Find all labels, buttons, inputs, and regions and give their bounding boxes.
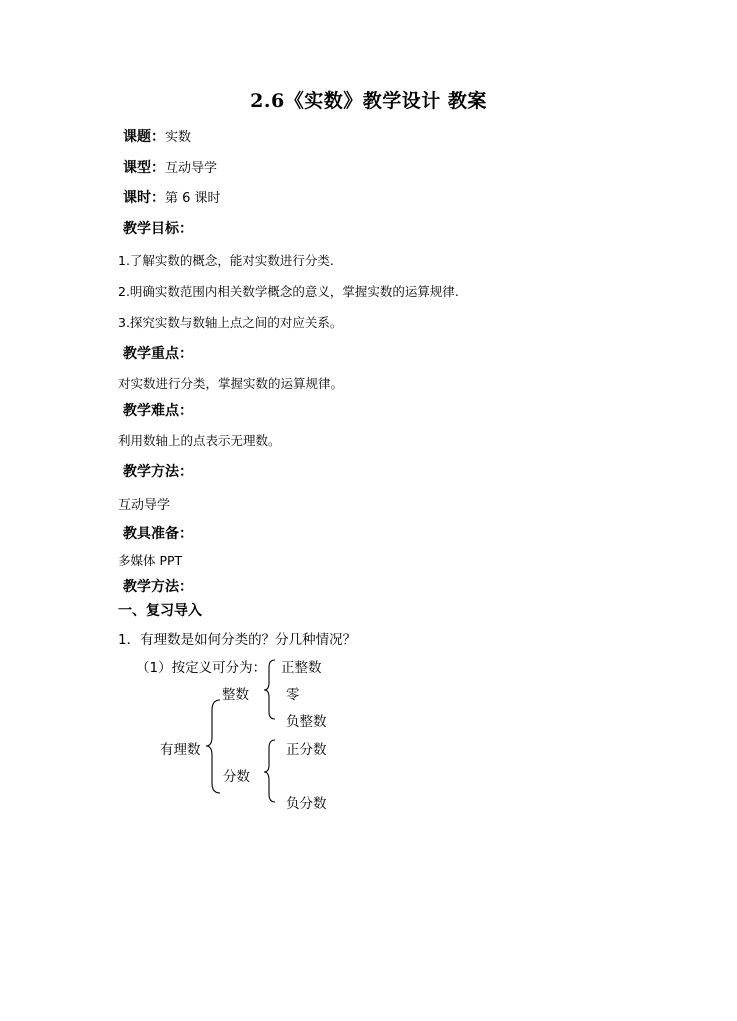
- field-type-label: 课型: [123, 160, 151, 176]
- review-question: 1．有理数是如何分类的？分几种情况？: [118, 632, 357, 648]
- tools-heading: 教具准备：: [123, 526, 193, 542]
- field-type-value: 互动导学: [165, 161, 218, 176]
- field-period-value: 第 6 课时: [165, 191, 221, 206]
- tools-text: 多媒体 PPT: [118, 553, 183, 568]
- field-type: [123, 157, 217, 177]
- field-topic: [123, 126, 191, 146]
- difficulties-text: 利用数轴上的点表示无理数。: [118, 433, 281, 448]
- rational-number-label: 有理数: [160, 742, 201, 758]
- objective-item: 3.探究实数与数轴上点之间的对应关系。: [118, 315, 343, 330]
- positive-integer: 正整数: [281, 660, 322, 676]
- fraction-label: 分数: [223, 769, 250, 785]
- key-points-heading: 教学重点：: [123, 346, 193, 362]
- difficulties-heading: 教学难点：: [123, 403, 193, 419]
- objective-item: 1.了解实数的概念，能对实数进行分类.: [118, 253, 334, 268]
- methods-text: 互动导学: [118, 498, 171, 513]
- brace-fraction: [264, 740, 275, 802]
- review-section-heading: 一、复习导入: [118, 603, 202, 619]
- integer-label: 整数: [222, 687, 249, 703]
- objective-item: 2.明确实数范围内相关数学概念的意义，掌握实数的运算规律.: [118, 284, 459, 299]
- key-points-text: 对实数进行分类，掌握实数的运算规律。: [118, 376, 344, 391]
- field-period: [123, 187, 221, 207]
- negative-fraction: 负分数: [286, 796, 327, 812]
- field-type-sep: ：: [151, 160, 165, 176]
- positive-fraction: 正分数: [286, 742, 327, 758]
- methods2-heading: 教学方法：: [123, 579, 193, 595]
- negative-integer: 负整数: [286, 714, 327, 730]
- brace-rational: [206, 700, 220, 793]
- field-topic-value: 实数: [165, 130, 192, 145]
- document-title: 2.6《实数》教学设计 教案: [250, 90, 487, 112]
- field-period-sep: ：: [151, 190, 165, 206]
- zero: 零: [286, 687, 300, 703]
- by-definition-label: （1）按定义可分为：: [136, 660, 267, 676]
- field-topic-sep: ：: [151, 129, 165, 145]
- objectives-heading: 教学目标：: [123, 221, 193, 237]
- field-period-label: 课时: [123, 190, 151, 206]
- field-topic-label: 课题: [123, 129, 151, 145]
- methods-heading: 教学方法：: [123, 464, 193, 480]
